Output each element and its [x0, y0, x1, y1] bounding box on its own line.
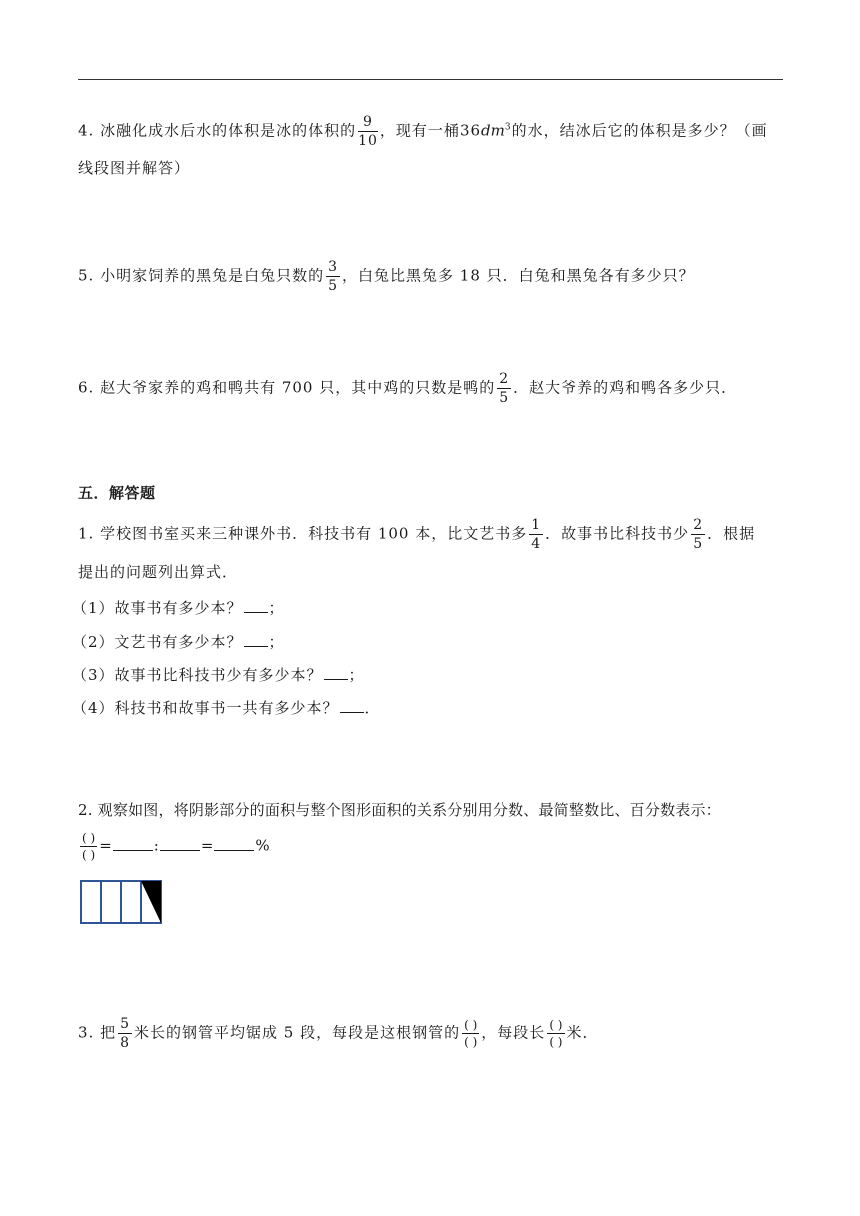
- s5q1-text-a: 1. 学校图书室买来三种课外书．科技书有 100 本，比文艺书多: [78, 524, 528, 543]
- s5q2-percent-blank[interactable]: [214, 836, 254, 851]
- s5q3-paren-fraction-1[interactable]: [462, 1019, 479, 1048]
- s5q3-paren2-den: ( ): [549, 1035, 563, 1049]
- q4-frac-num: 9: [358, 115, 378, 132]
- s5q1-sub1-text: （1）故事书有多少本？: [72, 599, 243, 617]
- s5q3-paren2-num: ( ): [549, 1018, 563, 1032]
- s5q3-text-a: 3. 把: [78, 1023, 117, 1042]
- s5q2-colon: :: [153, 836, 159, 855]
- header-rule: [78, 79, 783, 80]
- s5q2-percent-sign: %: [255, 836, 270, 855]
- q6-frac-den: 5: [499, 390, 510, 406]
- s5q1-sub-1: [72, 598, 285, 618]
- q5-text-a: 5. 小明家饲养的黑兔是白兔只数的: [78, 266, 325, 285]
- q4-text-a: 4. 冰融化成水后水的体积是冰的体积的: [78, 121, 357, 140]
- shaded-rectangle-figure: [80, 880, 164, 924]
- q4-volume-unit: dm: [481, 121, 505, 140]
- s5q1-fraction-2: [691, 518, 705, 551]
- s5q1-sub-3: [72, 665, 365, 685]
- s5q1-sub-2: [72, 632, 285, 652]
- q5-fraction: [326, 260, 340, 293]
- s5q1-text-c: ．根据: [707, 524, 756, 543]
- s5q3-frac-num: 5: [120, 1016, 131, 1032]
- s5q2-paren-den: ( ): [82, 848, 96, 862]
- s5q1-sub1-blank[interactable]: [244, 598, 268, 613]
- q6-text-a: 6. 赵大爷家养的鸡和鸭共有 700 只，其中鸡的只数是鸭的: [78, 378, 496, 397]
- s5q1-frac2-num: 2: [693, 517, 704, 533]
- s5q1-sub3-end: ；: [348, 666, 365, 684]
- s5-question-1-line-1: [78, 518, 755, 551]
- q5-frac-den: 5: [328, 278, 339, 294]
- s5q1-sub3-text: （3）故事书比科技书少有多少本？: [72, 666, 323, 684]
- s5q1-sub4-text: （4）科技书和故事书一共有多少本？: [72, 699, 339, 717]
- q5-text-b: ，白兔比黑兔多 18 只．白兔和黑兔各有多少只？: [342, 266, 695, 285]
- q4-text-b: ，现有一桶: [379, 121, 460, 140]
- s5q1-frac2-den: 5: [693, 536, 704, 552]
- q5-frac-num: 3: [328, 259, 339, 275]
- s5q1-fraction-1: [529, 518, 543, 551]
- s5q3-fraction: [118, 1017, 132, 1050]
- s5q1-sub-4: [72, 698, 381, 718]
- s5-question-2: 2. 观察如图，将阴影部分的面积与整个图形面积的关系分别用分数、最简整数比、百分数表示：: [78, 801, 721, 819]
- s5-question-1-line-2: 提出的问题列出算式．: [78, 563, 239, 581]
- s5q2-equals-1: =: [99, 836, 112, 855]
- q4-text-c: 的水，结冰后它的体积是多少？（画: [511, 121, 768, 140]
- s5q2-ratio-left-blank[interactable]: [113, 836, 153, 851]
- q4-fraction: [358, 115, 378, 148]
- question-6: [78, 372, 737, 405]
- s5q1-sub1-end: ；: [268, 599, 285, 617]
- question-5: [78, 260, 695, 293]
- s5-question-3: [78, 1017, 599, 1050]
- s5q3-text-b: 米长的钢管平均锯成 5 段，每段是这根钢管的: [134, 1023, 461, 1042]
- s5q1-sub3-blank[interactable]: [324, 665, 348, 680]
- q6-fraction: [497, 372, 511, 405]
- s5q2-paren-num: ( ): [82, 831, 96, 845]
- q6-text-b: ．赵大爷养的鸡和鸭各多少只．: [513, 378, 738, 397]
- s5q3-frac-den: 8: [120, 1035, 131, 1051]
- s5q2-paren-fraction[interactable]: [80, 832, 97, 861]
- s5q2-ratio-right-blank[interactable]: [160, 836, 200, 851]
- s5q3-text-c: ，每段长: [481, 1023, 546, 1042]
- s5q3-paren-fraction-2[interactable]: [547, 1019, 564, 1048]
- q4-volume-exp: 3: [504, 122, 512, 133]
- s5q1-text-b: ．故事书比科技书少: [545, 524, 690, 543]
- question-4-line-2: 线段图并解答）: [78, 159, 191, 177]
- q4-volume-value: 36: [459, 121, 482, 140]
- s5q1-sub4-end: ．: [364, 699, 381, 717]
- s5q1-sub2-text: （2）文艺书有多少本？: [72, 633, 243, 651]
- s5q3-paren1-den: ( ): [464, 1035, 478, 1049]
- s5q1-sub2-blank[interactable]: [244, 632, 268, 647]
- q6-frac-num: 2: [499, 371, 510, 387]
- section-5-heading: 五．解答题: [78, 484, 156, 502]
- s5q3-paren1-num: ( ): [464, 1018, 478, 1032]
- s5q2-answer-row: [78, 832, 270, 861]
- s5q1-sub4-blank[interactable]: [340, 698, 364, 713]
- s5q2-equals-2: =: [200, 836, 214, 855]
- s5q1-frac1-den: 4: [531, 536, 542, 552]
- question-4-line-1: [78, 115, 768, 148]
- q4-frac-den: 10: [358, 133, 378, 149]
- s5q1-frac1-num: 1: [531, 517, 542, 533]
- figure-shaded-triangle: [141, 881, 161, 923]
- s5q1-sub2-end: ；: [268, 633, 285, 651]
- s5q3-text-d: 米．: [566, 1023, 599, 1042]
